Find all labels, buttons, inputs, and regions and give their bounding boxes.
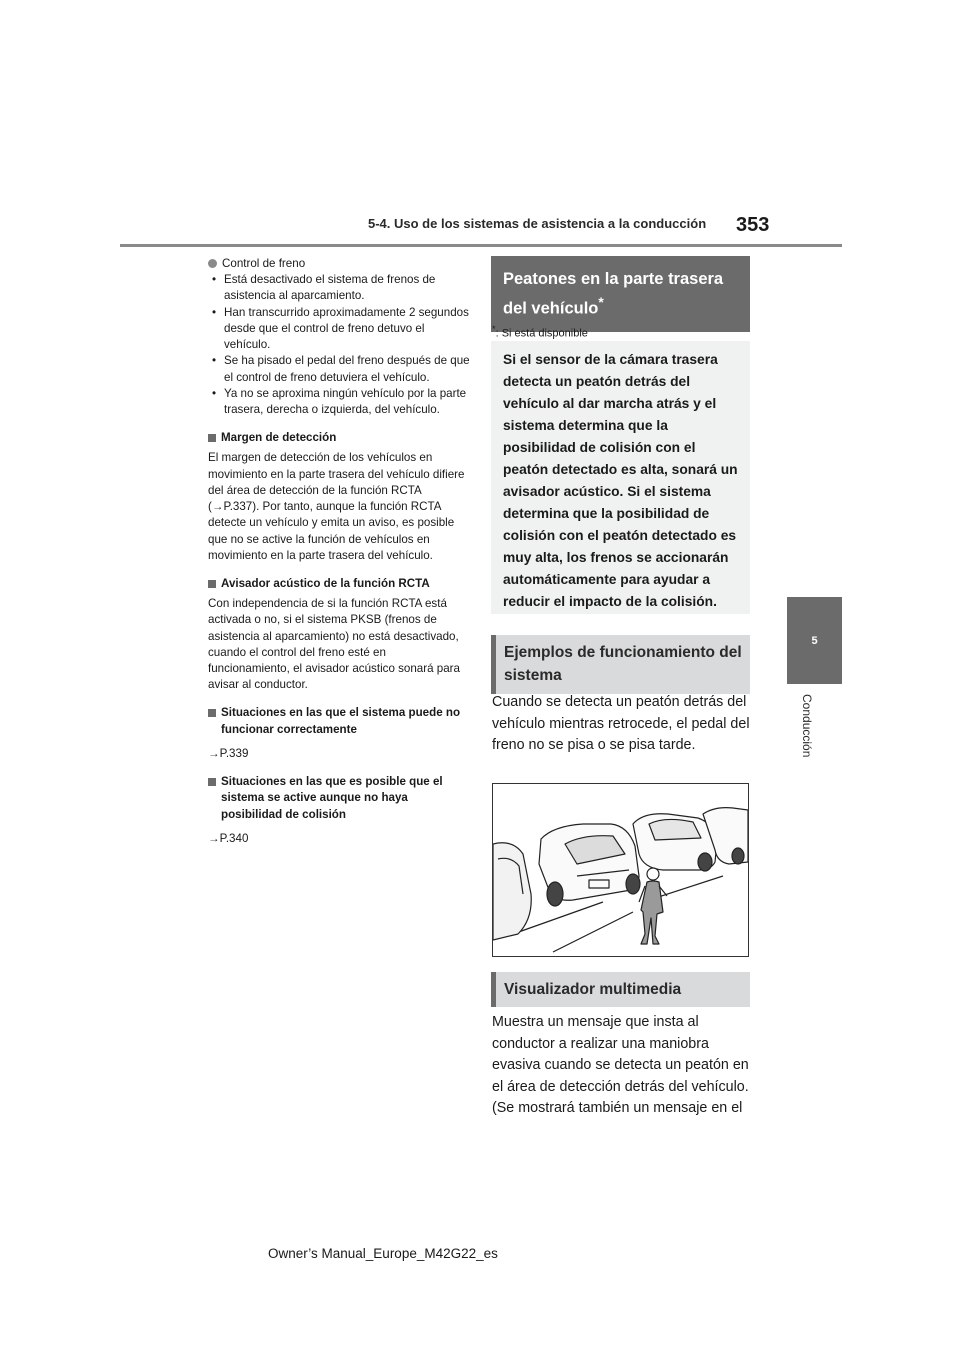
left-column [208,256,470,847]
may-not-work-ref[interactable]: →P.339 [208,746,249,760]
list-item: • Han transcurrido aproximadamente 2 segundos desde que el control de freno detuvo el vehículo. [208,305,470,354]
may-activate-heading [208,774,470,823]
brake-control-list [208,272,470,418]
pedestrian-illustration [492,783,749,957]
footnote-mark: * [598,295,604,311]
square-bullet-icon [208,434,216,442]
display-title: Visualizador multimedia [504,981,682,998]
chapter-number: 5 [811,634,818,647]
summary-text: Si el sensor de la cámara trasera detecta un peatón detrás del vehículo al dar marcha atrás y el sistema determina que la posibilidad de colisión con el peatón detectado es alta, sonará un avisador acústico. Si el sistema determina que la posibilidad de colisión con el peatón detectado es muy alta, los frenos se accionarán automáticamente para ayudar a reducir el impacto de la colisión. [503,352,738,609]
examples-text: Cuando se detecta un peatón detrás del vehículo mientras retrocede, el pedal del freno no se pisa o se pisa tarde. [492,694,750,753]
parking-scene-illustration [493,784,748,956]
header-rule [120,244,842,247]
pedestrians-section-header [491,256,750,332]
detection-margin-heading [208,430,470,446]
examples-title: Ejemplos de funcionamiento del sistema [504,644,742,685]
square-bullet-icon [208,709,216,717]
brake-control-heading [208,256,470,272]
list-item: • Está desactivado el sistema de frenos de asistencia al aparcamiento. [208,272,470,304]
rcta-buzzer-heading [208,576,470,592]
footnote-mark: * [492,324,496,334]
chapter-label: Conducción [800,694,814,758]
display-text: Muestra un mensaje que insta al conductor a realizar una maniobra evasiva cuando se detecta un peatón en el área de detección detrás del vehículo. (Se mostrará también un mensaje en el [492,1014,749,1116]
may-not-work-heading [208,705,470,737]
rcta-buzzer-text: Con independencia de si la función RCTA está activada o no, si el sistema PKSB (frenos de asistencia al aparcamiento) no está desactivado, cuando el control del freno esté en funcionamiento, el avisador acústico sonará para avisar al conductor. [208,597,460,692]
may-activate-ref[interactable]: →P.340 [208,831,249,845]
may-activate-title: Situaciones en las que es posible que el sistema se active aunque no haya posibilidad de colisión [221,775,443,821]
detection-margin-title: Margen de detección [221,431,337,445]
footnote [492,324,588,340]
footer-manual-id: Owner’s Manual_Europe_M42G22_es [268,1246,498,1261]
summary-box [491,341,750,614]
chapter-tab [787,597,842,684]
footnote-text: : Si está disponible [495,327,588,340]
section-title: 5-4. Uso de los sistemas de asistencia a la conducción [368,216,707,231]
list-item: • Se ha pisado el pedal del freno después de que el control de freno detuviera el vehículo. [208,353,470,385]
square-bullet-icon [208,580,216,588]
square-bullet-icon [208,778,216,786]
pedestrians-title: Peatones en la parte trasera del vehículo [503,270,724,318]
brake-control-title: Control de freno [222,257,306,270]
page-number: 353 [736,214,770,236]
detection-margin-text: El margen de detección de los vehículos en movimiento en la parte trasera del vehículo difiere del área de detección de la función RCTA (→P.337). Por tanto, aunque la función RCTA detecte un vehículo y emita un aviso, es posible que no se active la función de vehículos en movimiento en la parte trasera del vehículo. [208,451,465,562]
rcta-buzzer-title: Avisador acústico de la función RCTA [221,576,430,590]
list-item: • Ya no se aproxima ningún vehículo por la parte trasera, derecha o izquierda, del vehículo. [208,386,470,418]
circle-bullet-icon [208,259,217,268]
display-section-header [491,972,750,1007]
may-not-work-title: Situaciones en las que el sistema puede no funcionar correctamente [221,706,461,736]
examples-section-header [491,635,750,694]
